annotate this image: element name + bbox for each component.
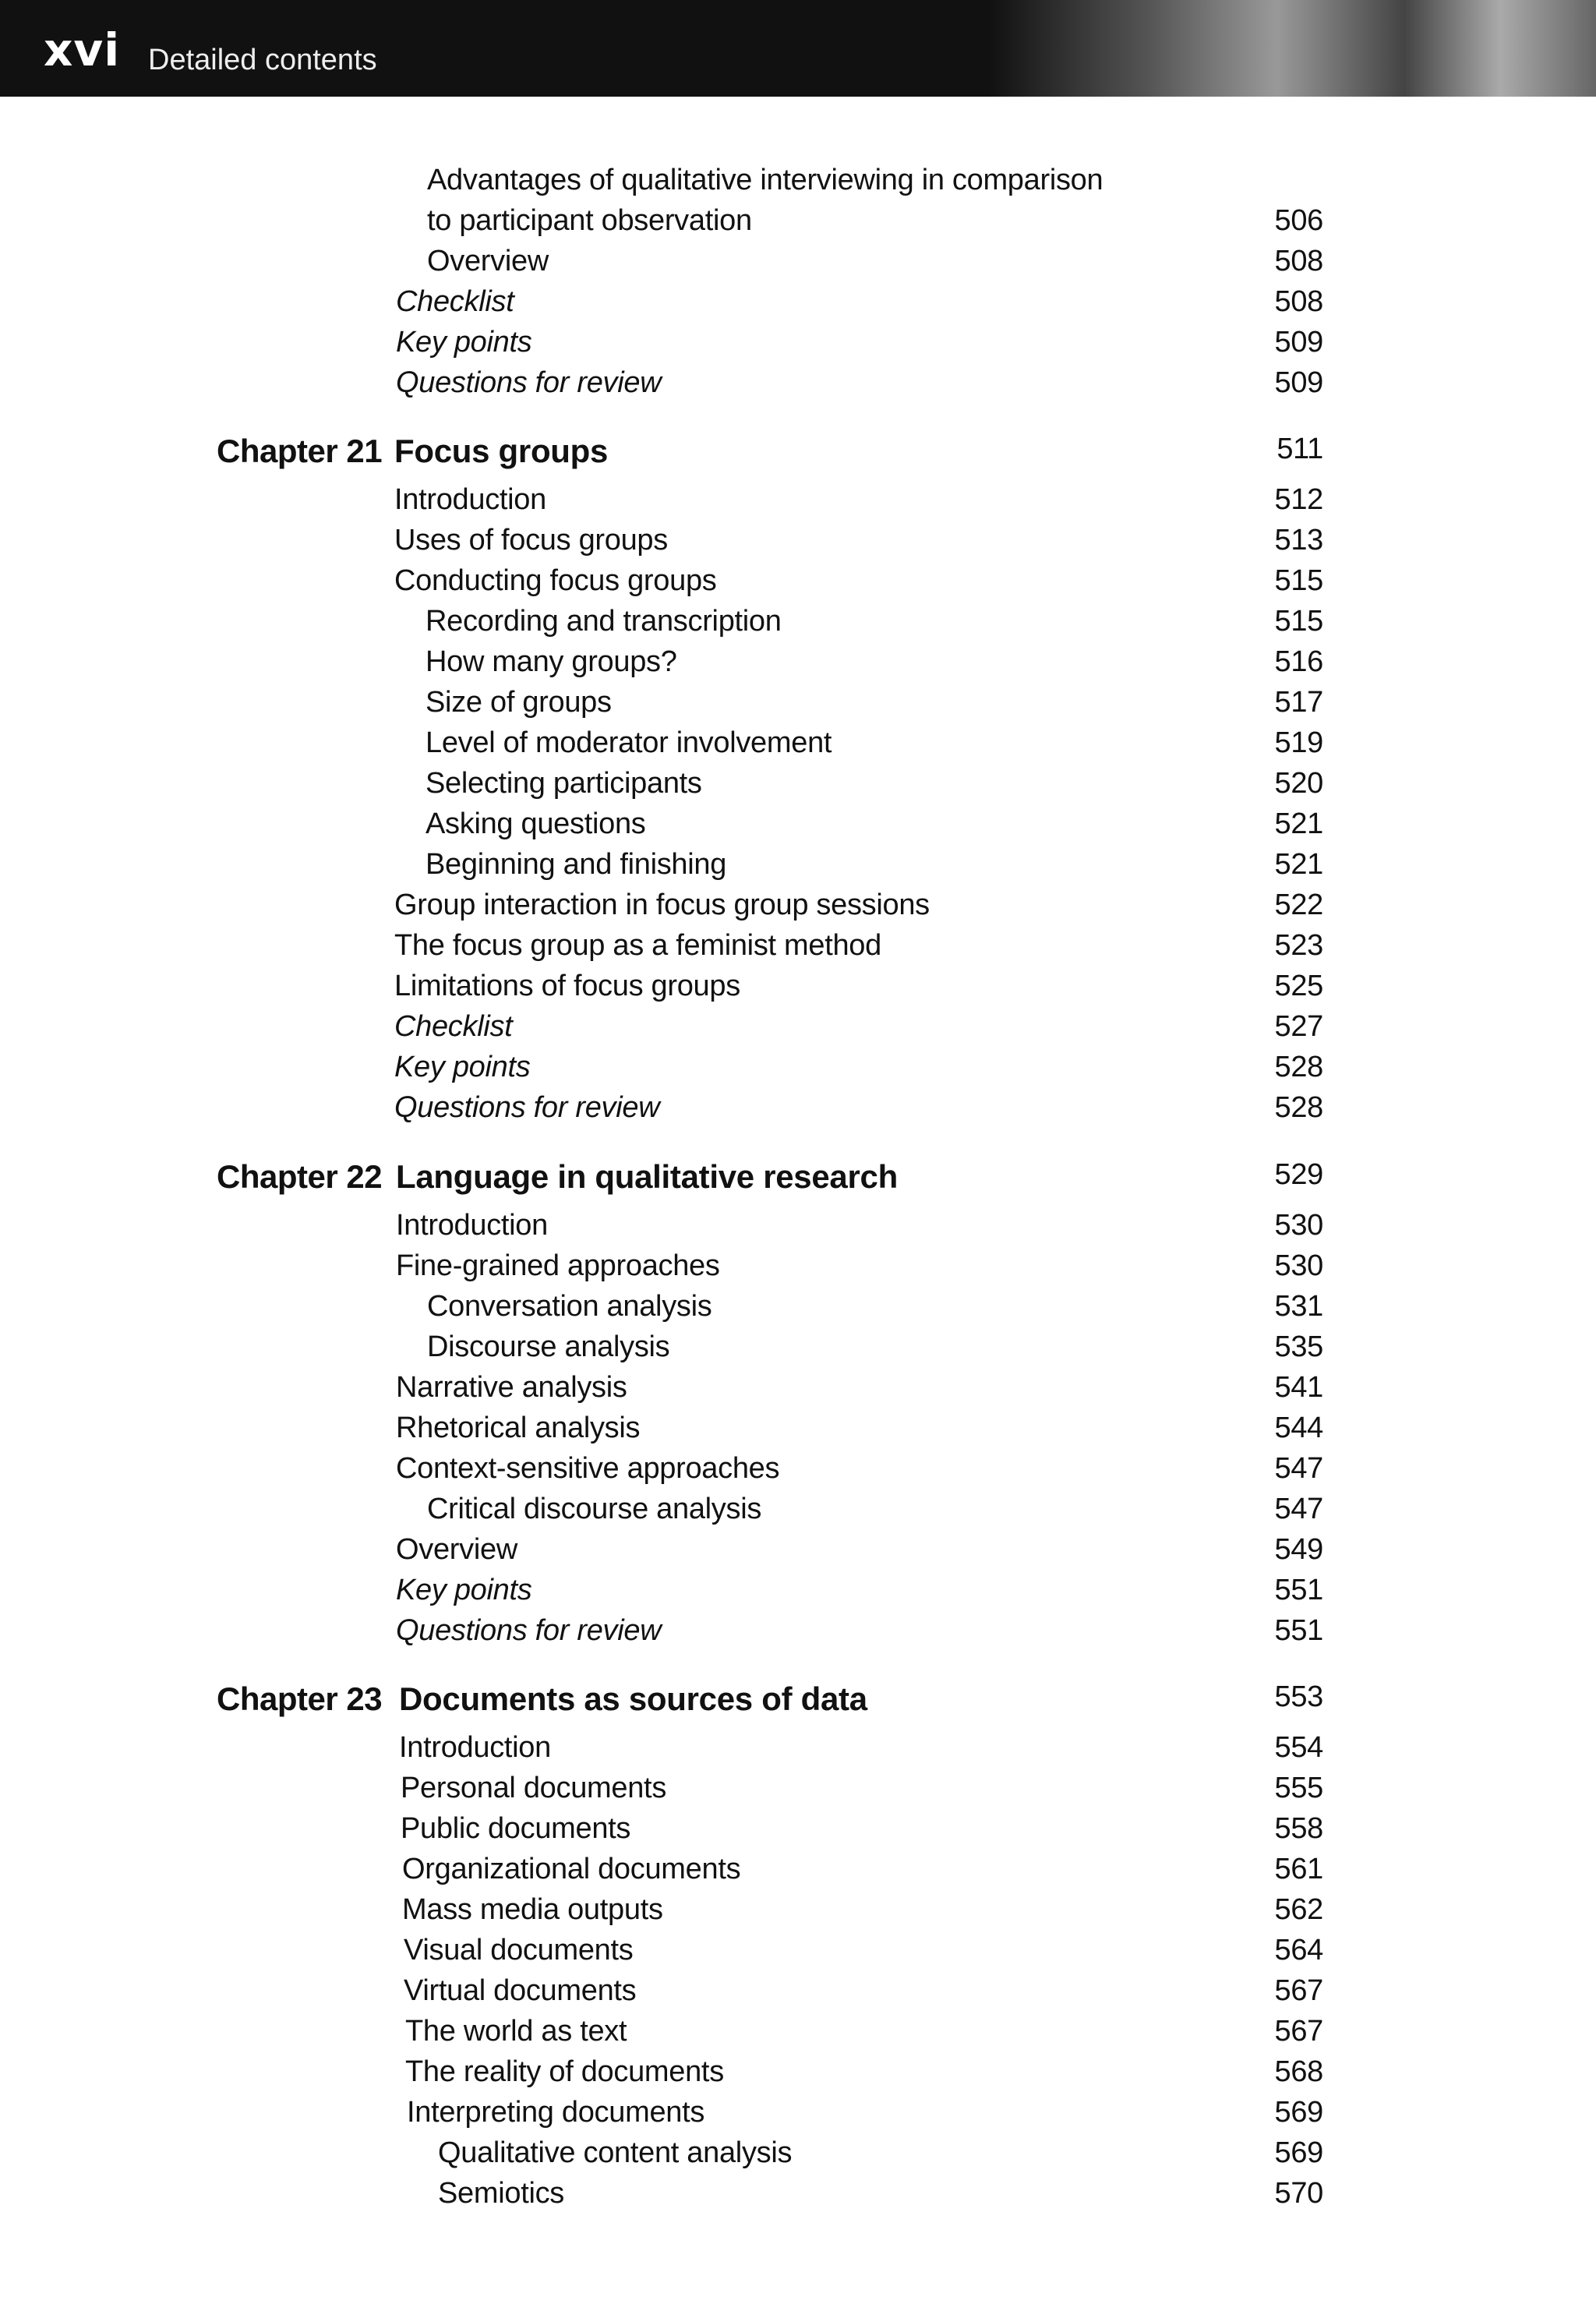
toc-entry-title: Conducting focus groups [394, 564, 717, 597]
toc-entry-page: 568 [1274, 2055, 1323, 2088]
chapter-title: Language in qualitative research [396, 1158, 898, 1195]
toc-entry-page: 508 [1274, 245, 1323, 277]
toc-entry [0, 524, 1596, 563]
chapter-heading [0, 1158, 1596, 1197]
toc-entry-title: Questions for review [396, 1614, 662, 1647]
toc-entry-page: 547 [1274, 1452, 1323, 1485]
toc-entry-title: The reality of documents [405, 2055, 724, 2088]
toc-entry [0, 1290, 1596, 1329]
toc-entry-title: Qualitative content analysis [438, 2136, 793, 2169]
toc-entry-page: 531 [1274, 1290, 1323, 1323]
chapter-label: Chapter 21 [217, 433, 383, 469]
toc-entry-page: 547 [1274, 1493, 1323, 1525]
chapter-title: Documents as sources of data [399, 1680, 867, 1717]
toc-entry-page: 528 [1274, 1091, 1323, 1124]
toc-entry [0, 366, 1596, 405]
toc-entry [0, 767, 1596, 806]
toc-entry-page: 521 [1274, 848, 1323, 881]
toc-entry-page: 530 [1274, 1249, 1323, 1282]
toc-entry-page: 521 [1274, 807, 1323, 840]
toc-entry [0, 564, 1596, 603]
toc-entry-page: 569 [1274, 2096, 1323, 2129]
toc-entry-title: Key points [396, 326, 532, 359]
toc-entry [0, 1574, 1596, 1613]
toc-entry [0, 645, 1596, 684]
toc-entry-title: Conversation analysis [427, 1290, 712, 1323]
toc-entry [0, 1209, 1596, 1248]
toc-entry-page: 555 [1274, 1772, 1323, 1804]
toc-entry-page: 564 [1274, 1934, 1323, 1967]
toc-entry-page: 527 [1274, 1010, 1323, 1043]
toc-entry-page: 508 [1274, 285, 1323, 318]
toc-entry [0, 1533, 1596, 1572]
toc-entry-page: 567 [1274, 1974, 1323, 2007]
toc-entry-title: Uses of focus groups [394, 524, 668, 557]
toc-entry-title: Beginning and finishing [425, 848, 727, 881]
toc-entry [0, 686, 1596, 725]
toc-entry-title: Questions for review [394, 1091, 660, 1124]
toc-entry-title: Questions for review [396, 366, 662, 399]
toc-entry [0, 1371, 1596, 1410]
toc-entry [0, 1772, 1596, 1811]
toc-entry [0, 1051, 1596, 1090]
toc-entry-title: Checklist [396, 285, 514, 318]
chapter-page: 529 [1274, 1158, 1323, 1191]
toc-entry [0, 285, 1596, 324]
toc-entry [0, 1452, 1596, 1491]
toc-entry-title: Limitations of focus groups [394, 970, 740, 1002]
toc-entry [0, 245, 1596, 284]
toc-entry [0, 1812, 1596, 1851]
toc-entry-title: Context-sensitive approaches [396, 1452, 780, 1485]
toc-entry-page: 530 [1274, 1209, 1323, 1242]
toc-entry-page: 517 [1274, 686, 1323, 719]
toc-entry [0, 929, 1596, 968]
toc-entry-title: The focus group as a feminist method [394, 929, 881, 962]
toc-entry-page: 512 [1274, 483, 1323, 516]
toc-entry [0, 1249, 1596, 1288]
toc-entry [0, 326, 1596, 365]
toc-entry-title: Introduction [394, 483, 546, 516]
toc-entry-page: 570 [1274, 2177, 1323, 2210]
toc-entry-page: 519 [1274, 726, 1323, 759]
toc-entry [0, 2055, 1596, 2094]
toc-entry-title: Key points [394, 1051, 531, 1083]
toc-entry-title: Recording and transcription [425, 605, 782, 638]
toc-entry-title: Interpreting documents [407, 2096, 705, 2129]
toc-entry-page: 506 [1274, 204, 1323, 237]
toc-entry-title: Size of groups [425, 686, 612, 719]
toc-entry [0, 1412, 1596, 1451]
toc-entry-title: Semiotics [438, 2177, 565, 2210]
toc-entry-page: 523 [1274, 929, 1323, 962]
toc-entry-title: Introduction [399, 1731, 551, 1764]
chapter-page: 511 [1276, 433, 1323, 465]
toc-entry-title: Organizational documents [402, 1853, 741, 1885]
toc-entry-title: Overview [427, 245, 549, 277]
toc-entry-title: Checklist [394, 1010, 513, 1043]
toc-entry-page: 525 [1274, 970, 1323, 1002]
toc-entry-title: Key points [396, 1574, 532, 1606]
toc-entry [0, 726, 1596, 765]
toc-entry-page: 541 [1274, 1371, 1323, 1404]
toc-entry-page: 513 [1274, 524, 1323, 557]
toc-entry-page: 515 [1274, 564, 1323, 597]
toc-entry-title: Rhetorical analysis [396, 1412, 641, 1444]
toc-entry [0, 1010, 1596, 1049]
running-head-title: Detailed contents [148, 44, 377, 76]
toc-entry [0, 889, 1596, 928]
chapter-page: 553 [1274, 1680, 1323, 1713]
chapter-label: Chapter 22 [217, 1158, 383, 1195]
toc-entry [0, 1934, 1596, 1973]
toc-entry [0, 1614, 1596, 1653]
toc-entry [0, 204, 1596, 243]
toc-entry-page: 561 [1274, 1853, 1323, 1885]
toc-entry-title: Virtual documents [404, 1974, 637, 2007]
toc-entry-title: Level of moderator involvement [425, 726, 832, 759]
toc-entry [0, 1893, 1596, 1932]
toc-entry-page: 567 [1274, 2015, 1323, 2048]
chapter-label: Chapter 23 [217, 1680, 383, 1717]
toc-entry-title: Narrative analysis [396, 1371, 627, 1404]
toc-entry-page: 522 [1274, 889, 1323, 921]
chapter-title: Focus groups [394, 433, 609, 469]
toc-entry [0, 483, 1596, 522]
toc-entry-title: Critical discourse analysis [427, 1493, 762, 1525]
toc-entry [0, 164, 1596, 203]
toc-entry-title: Personal documents [401, 1772, 667, 1804]
toc-entry-page: 528 [1274, 1051, 1323, 1083]
toc-entry-page: 554 [1274, 1731, 1323, 1764]
toc-entry-page: 551 [1274, 1574, 1323, 1606]
toc-entry [0, 2177, 1596, 2216]
chapter-heading [0, 433, 1596, 472]
toc-entry [0, 1974, 1596, 2013]
toc-entry-page: 509 [1274, 366, 1323, 399]
toc-entry-page: 515 [1274, 605, 1323, 638]
running-header-band [0, 0, 1596, 97]
page-folio: xvi [44, 23, 121, 76]
toc-entry [0, 2096, 1596, 2135]
toc-entry-title: Asking questions [425, 807, 646, 840]
toc-entry [0, 1091, 1596, 1130]
toc-entry [0, 2136, 1596, 2175]
toc-entry-title: Selecting participants [425, 767, 702, 800]
toc-entry-page: 520 [1274, 767, 1323, 800]
toc-entry-title: Mass media outputs [402, 1893, 663, 1926]
toc-entry [0, 1853, 1596, 1892]
toc-entry [0, 605, 1596, 644]
toc-entry-title: Overview [396, 1533, 517, 1566]
toc-entry-page: 558 [1274, 1812, 1323, 1845]
toc-entry-page: 551 [1274, 1614, 1323, 1647]
toc-entry [0, 848, 1596, 887]
toc-entry [0, 970, 1596, 1009]
toc-entry-page: 509 [1274, 326, 1323, 359]
toc-entry-title: Visual documents [404, 1934, 634, 1967]
toc-entry [0, 2015, 1596, 2054]
toc-entry-page: 535 [1274, 1330, 1323, 1363]
toc-entry-title: Group interaction in focus group sessions [394, 889, 930, 921]
toc-entry-title: How many groups? [425, 645, 677, 678]
toc-entry [0, 1330, 1596, 1369]
toc-entry-page: 549 [1274, 1533, 1323, 1566]
toc-entry-page: 544 [1274, 1412, 1323, 1444]
toc-entry-title: Fine-grained approaches [396, 1249, 720, 1282]
toc-entry-title: Discourse analysis [427, 1330, 670, 1363]
toc-entry-page: 562 [1274, 1893, 1323, 1926]
chapter-heading [0, 1680, 1596, 1719]
toc-entry-title: Public documents [401, 1812, 631, 1845]
toc-entry [0, 1731, 1596, 1770]
toc-entry-title: The world as text [405, 2015, 627, 2048]
toc-entry-page: 569 [1274, 2136, 1323, 2169]
toc-entry-page: 516 [1274, 645, 1323, 678]
toc-entry-title: Introduction [396, 1209, 548, 1242]
toc-entry [0, 807, 1596, 846]
toc-entry-title: to participant observation [427, 204, 752, 237]
toc-entry-title: Advantages of qualitative interviewing in comparison [427, 164, 1103, 196]
toc-entry [0, 1493, 1596, 1532]
